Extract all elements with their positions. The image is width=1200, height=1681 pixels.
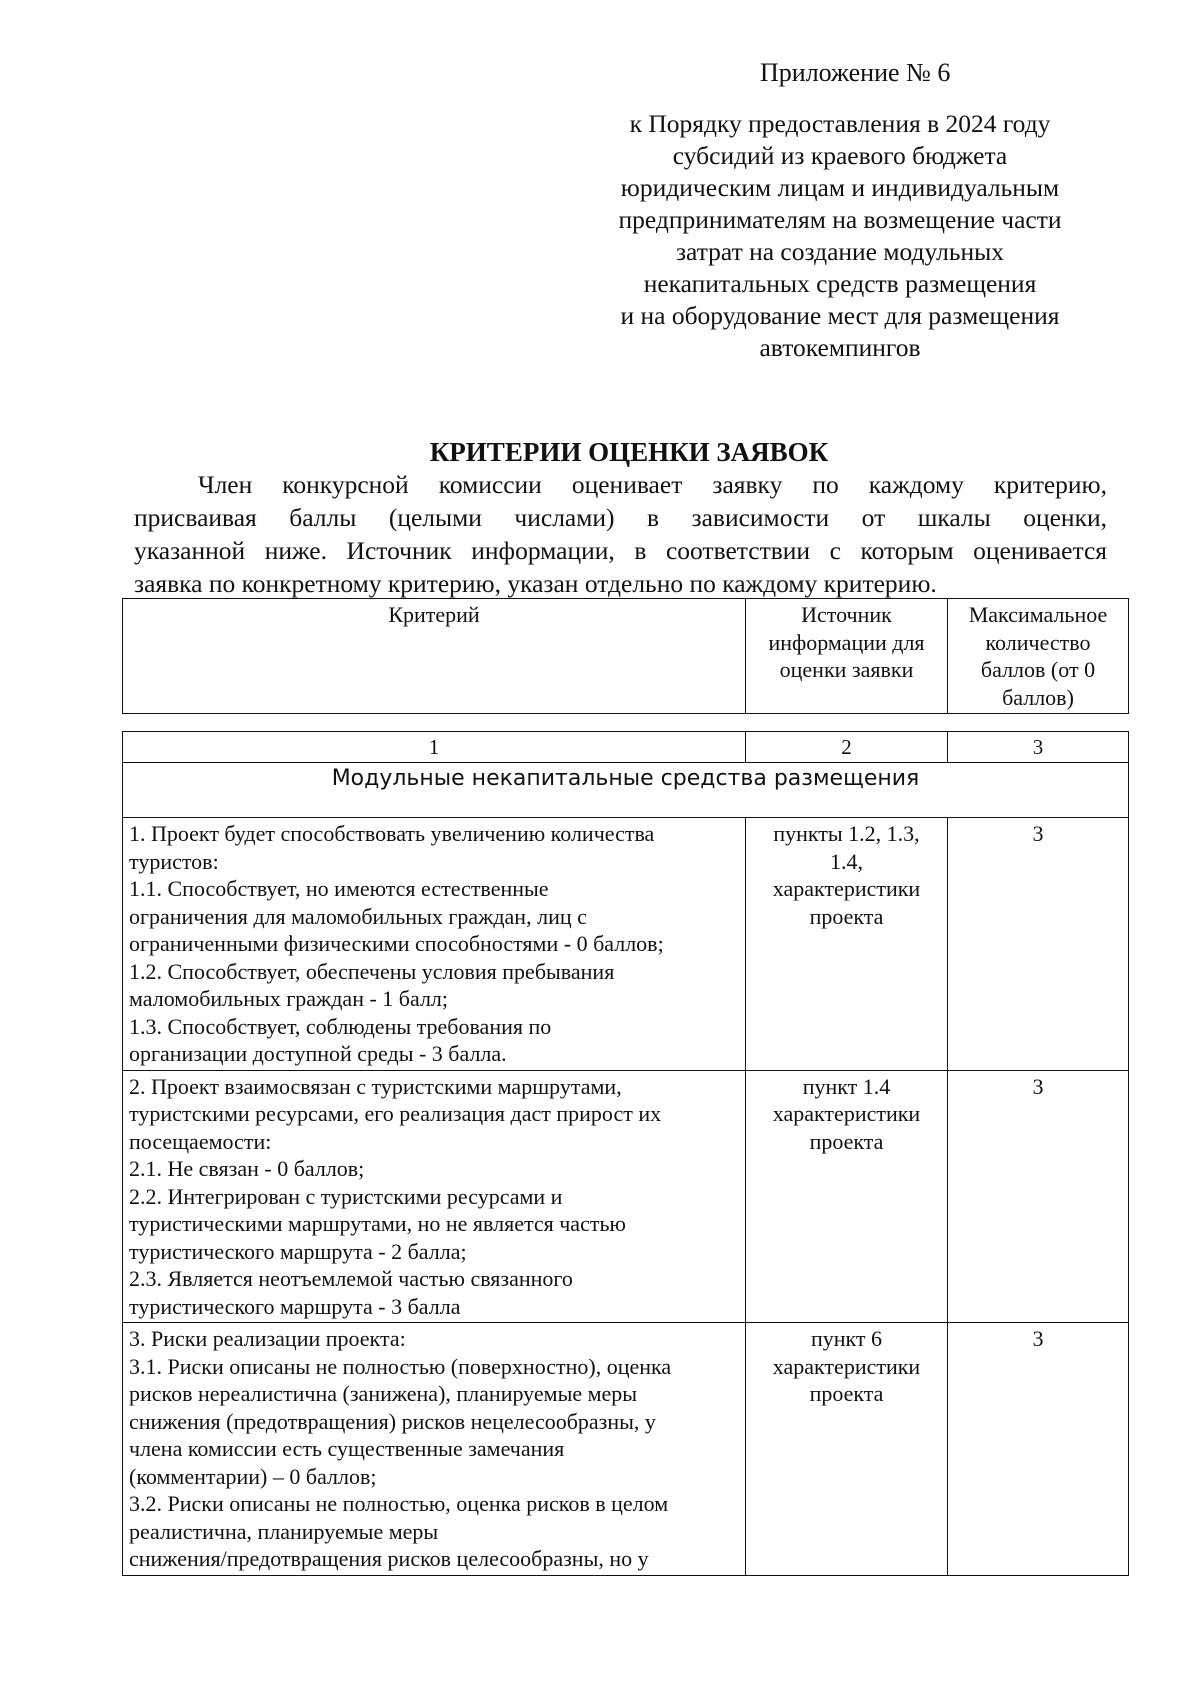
max-points-cell: 3 xyxy=(948,1323,1129,1576)
criterion-line: 2. Проект взаимосвязан с туристскими маршрутами, xyxy=(129,1073,622,1099)
max-points-cell: 3 xyxy=(948,818,1129,1071)
criterion-line: 3. Риски реализации проекта: xyxy=(129,1326,406,1351)
source-line: проекта xyxy=(809,1381,884,1406)
criterion-cell xyxy=(123,1323,746,1576)
source-line: пункт 1.4 xyxy=(802,1073,891,1099)
criterion-line: снижения (предотвращения) рисков нецелесообразны, у xyxy=(129,1408,656,1434)
column-header-source: Источник информации для оценки заявки xyxy=(746,599,948,714)
criterion-line: 2.2. Интегрирован с туристскими ресурсами и xyxy=(129,1183,563,1209)
intro-line: указанной ниже. Источник информации, в соответствии с которым оценивается xyxy=(134,536,1107,565)
table-row xyxy=(123,1070,1129,1323)
criterion-cell xyxy=(123,1070,746,1323)
appendix-line: предпринимателям на возмещение части xyxy=(618,205,1062,234)
criterion-line: члена комиссии есть существенные замечания xyxy=(129,1436,565,1461)
appendix-subtitle xyxy=(590,108,1090,364)
intro-line: заявка по конкретному критерию, указан отдельно по каждому критерию. xyxy=(134,569,937,598)
document-heading: КРИТЕРИИ ОЦЕНКИ ЗАЯВОК xyxy=(429,437,829,467)
criterion-line: 3.1. Риски описаны не полностью (поверхностно), оценка xyxy=(129,1353,672,1379)
appendix-title: Приложение № 6 xyxy=(760,58,951,87)
criterion-line: туристического маршрута - 3 балла xyxy=(129,1293,461,1319)
column-number: 3 xyxy=(948,732,1129,763)
criterion-line: снижения/предотвращения рисков целесообразны, но у xyxy=(129,1546,649,1571)
criterion-line: ограниченными физическими способностями - 0 баллов; xyxy=(129,931,664,956)
criterion-line: 2.3. Является неотъемлемой частью связанного xyxy=(129,1266,573,1291)
column-number: 1 xyxy=(123,732,746,763)
criterion-line: туристов: xyxy=(129,848,219,874)
criteria-table xyxy=(122,731,1129,1576)
criterion-line: туристическими маршрутами, но не является частью xyxy=(129,1211,626,1236)
column-numbers-row xyxy=(123,732,1129,763)
appendix-line: автокемпингов xyxy=(759,333,921,362)
source-line: характеристики xyxy=(772,876,921,901)
intro-paragraph xyxy=(134,468,1107,600)
criterion-line: реалистична, планируемые меры xyxy=(129,1518,439,1544)
criterion-line: 2.1. Не связан - 0 баллов; xyxy=(129,1156,365,1181)
table-row xyxy=(123,1323,1129,1576)
source-line: пункты 1.2, 1.3, xyxy=(773,821,920,846)
source-line: 1.4, xyxy=(830,848,863,874)
criterion-line: туристического маршрута - 2 балла; xyxy=(129,1238,467,1264)
source-line: характеристики xyxy=(772,1353,921,1379)
criterion-line: посещаемости: xyxy=(129,1128,272,1154)
criterion-line: организации доступной среды - 3 балла. xyxy=(129,1041,507,1066)
appendix-line: затрат на создание модульных xyxy=(675,237,1005,266)
criterion-line: 1.1. Способствует, но имеются естественные xyxy=(129,876,549,901)
criterion-line: маломобильных граждан - 1 балл; xyxy=(129,986,449,1011)
source-line: проекта xyxy=(809,1128,884,1154)
intro-line: присваивая баллы (целыми числами) в зависимости от шкалы оценки, xyxy=(134,503,1107,532)
criterion-line: 1.2. Способствует, обеспечены условия пребывания xyxy=(129,958,615,984)
source-line: проекта xyxy=(809,903,884,929)
column-header-max-points: Максимальное количество баллов (от 0 баллов) xyxy=(948,599,1129,714)
appendix-line: юридическим лицам и индивидуальным xyxy=(620,173,1060,202)
appendix-line: к Порядку предоставления в 2024 году xyxy=(629,109,1051,138)
max-points-cell: 3 xyxy=(948,1070,1129,1323)
appendix-line: и на оборудование мест для размещения xyxy=(620,301,1060,330)
criterion-line: рисков нереалистична (занижена), планируемые меры xyxy=(129,1381,638,1406)
column-number: 2 xyxy=(746,732,948,763)
criterion-line: 1. Проект будет способствовать увеличению количества xyxy=(129,821,655,846)
source-line: пункт 6 xyxy=(810,1326,883,1351)
criteria-table-header xyxy=(122,598,1129,714)
table-row xyxy=(123,818,1129,1071)
criterion-line: (комментарии) – 0 баллов; xyxy=(129,1463,377,1489)
section-title: Модульные некапитальные средства размещения xyxy=(123,763,1129,818)
criterion-line: 1.3. Способствует, соблюдены требования по xyxy=(129,1013,552,1039)
criterion-cell xyxy=(123,818,746,1071)
source-cell xyxy=(746,1070,948,1323)
source-cell xyxy=(746,1323,948,1576)
criterion-line: 3.2. Риски описаны не полностью, оценка рисков в целом xyxy=(129,1491,669,1516)
source-line: характеристики xyxy=(772,1101,921,1126)
column-header-criterion: Критерий xyxy=(123,599,746,714)
appendix-line: некапитальных средств размещения xyxy=(643,269,1037,298)
source-cell xyxy=(746,818,948,1071)
criterion-line: туристскими ресурсами, его реализация даст прирост их xyxy=(129,1101,662,1126)
appendix-line: субсидий из краевого бюджета xyxy=(672,141,1008,170)
section-row xyxy=(123,763,1129,818)
intro-line: Член конкурсной комиссии оценивает заявку по каждому критерию, xyxy=(198,470,1107,499)
criterion-line: ограничения для маломобильных граждан, лиц с xyxy=(129,903,587,929)
